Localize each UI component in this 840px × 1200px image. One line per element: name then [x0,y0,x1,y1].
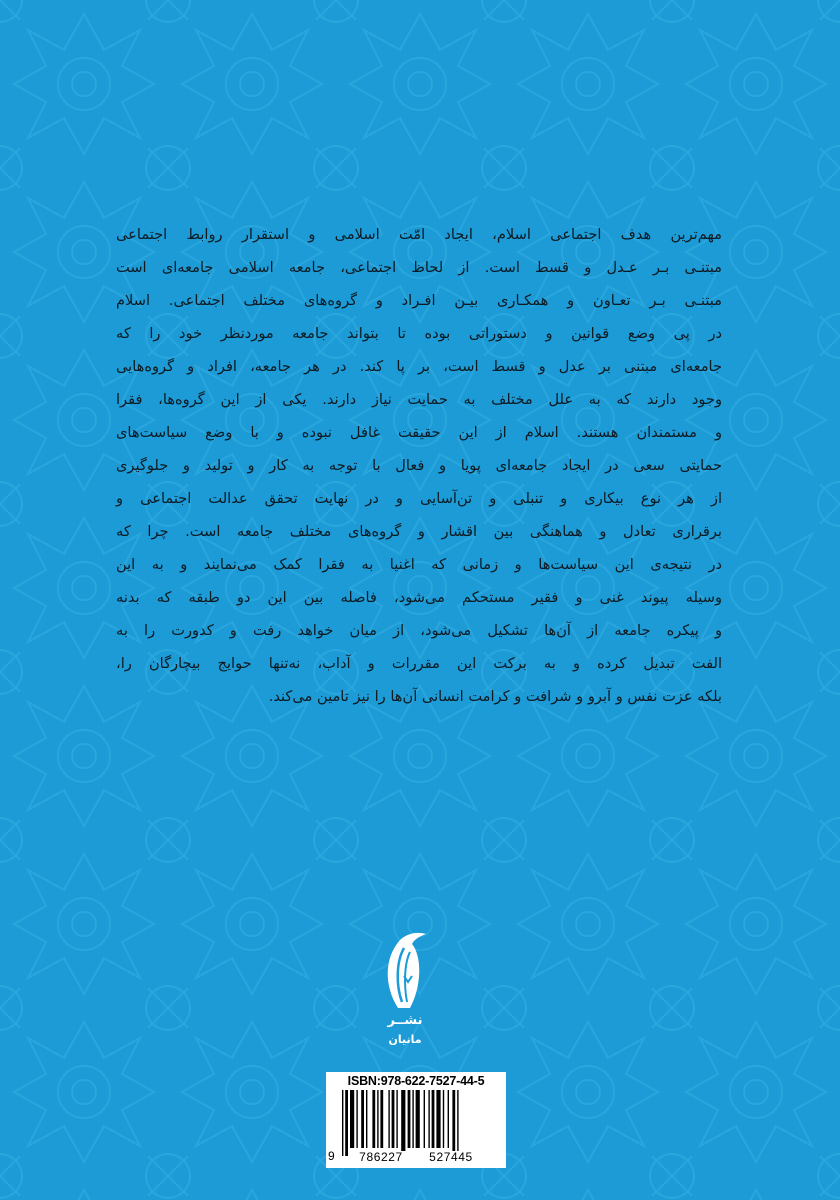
barcode-bar [377,1090,378,1148]
barcode-bar [428,1090,429,1148]
blurb-line: در نتیجه‌ی این سیاست‌ها و زمانی که اغنیا به فقرا کمک می‌نمایند و به این [116,556,722,573]
barcode-bar [361,1090,364,1148]
barcode-bar [432,1090,435,1148]
barcode-bar [412,1090,413,1148]
barcode-bar [392,1090,395,1148]
isbn-barcode [326,1072,506,1168]
blurb-line: برقراری تعادل و هماهنگی بین اقشار و گروه‌های مختلف جامعه است. چرا که [116,523,722,540]
blurb-line: مهم‌ترین هدف اجتماعی اسلام، ایجاد امّت اسلامی و استقرار روابط اجتماعی [116,226,722,243]
barcode-bar [401,1090,405,1156]
barcode-bar [366,1090,367,1148]
blurb-line: وسیله پیوند غنی و فقیر مستحکم می‌شود، فاصله بین این دو طبقه که بدنه [116,589,722,606]
barcode-bar [356,1090,357,1148]
barcode-bar [457,1090,458,1156]
blurb-line: بلکه عزت نفس و آبرو و شرافت و کرامت انسانی آن‌ها را نیز تامین می‌کند. [268,688,722,705]
barcode-bar [416,1090,420,1148]
barcode-bars [332,1090,500,1158]
blurb-line: حمایتی سعی در ایجاد جامعه‌ای پویا و فعال با توجه به کار و تولید و جلوگیری [116,457,722,474]
barcode-bar [350,1090,354,1148]
barcode-bar [408,1090,411,1148]
isbn-label: ISBN:978-622-7527-44-5 [347,1074,485,1088]
blurb-line: الفت تبدیل کرده و به برکت این مقررات و آداب، نه‌تنها حوایج بیچارگان را، [116,655,722,672]
publisher-name: نشــر [387,1013,423,1028]
quill-pen-icon [360,930,450,1050]
blurb-line: جامعه‌ای مبتنی بر عدل و قسط است، بر پا کند. در هر جامعه، افراد و گروه‌هایی [116,358,722,375]
barcode-digits-right: 527445 [421,1151,481,1164]
publisher-subname: مانیان [388,1033,422,1046]
barcode-bar [443,1090,444,1148]
barcode-digits-left: 786227 [352,1151,410,1164]
barcode-bar [380,1090,383,1148]
blurb-line: و پیکره جامعه از آن‌ها تشکیل می‌شود، از میان خواهد رفت و کدورت را به [116,622,722,639]
blurb-line: از هر نوع بیکاری و تنبلی و تن‌آسایی و در نهایت تحقق عدالت اجتماعی و [116,490,722,507]
blurb-line: در پی وضع قوانین و دستوراتی بوده تا بتواند جامعه موردنظر خود را که [116,325,722,342]
blurb-line: مبتنـی بـر عـدل و قسط است. از لحاظ اجتماعی، جامعه اسلامی جامعه‌ای است [116,259,722,276]
barcode-bar [396,1090,397,1148]
barcode-bar [372,1090,375,1148]
barcode-bar [345,1090,348,1156]
blurb-line: مبتنـی بـر تعـاون و همکـاری بیـن افـراد و گروه‌های مختلف اجتماعی. اسلام [116,292,722,309]
barcode-bar [388,1090,389,1148]
barcode-bar [452,1090,455,1156]
back-cover-blurb [116,218,722,713]
blurb-line: و مستمندان هستند. اسلام از این حقیقت غافل نبوده و با وضع سیاست‌های [116,424,722,441]
barcode-bar [436,1090,440,1148]
barcode-bar [342,1090,343,1156]
barcode-digit-first: 9 [328,1149,335,1163]
barcode-bar [448,1090,449,1148]
blurb-line: وجود دارند که به علل مختلف به حمایت نیاز دارند. یکی از این گروه‌ها، فقرا [116,391,722,408]
barcode-bar [424,1090,425,1148]
